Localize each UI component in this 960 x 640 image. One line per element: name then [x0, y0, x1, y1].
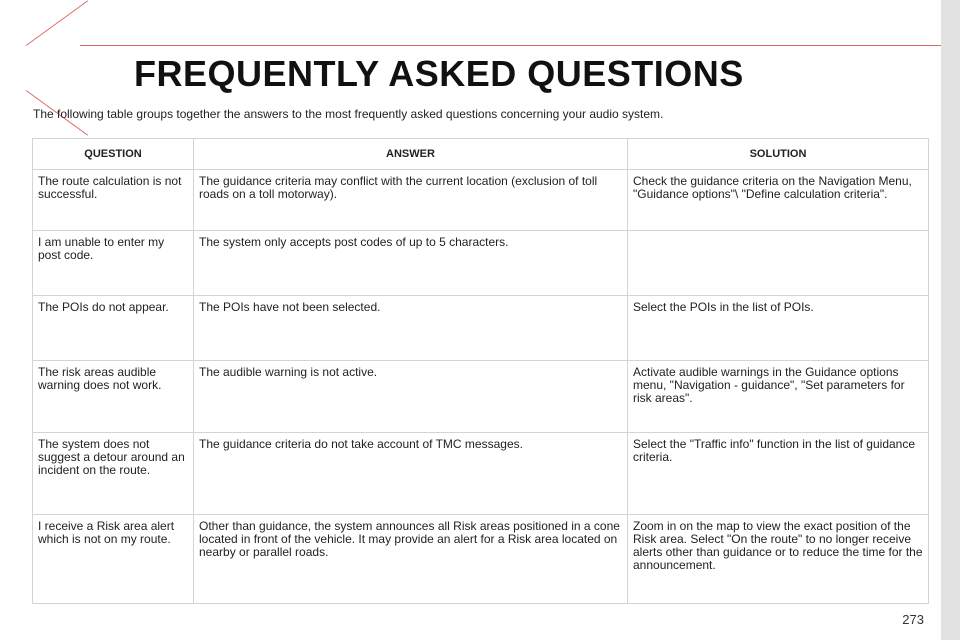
table-header-row [33, 139, 929, 170]
table-row [33, 296, 929, 361]
table-row [33, 515, 929, 604]
column-header-answer: ANSWER [194, 139, 628, 170]
faq-table [32, 138, 929, 604]
answer-cell: The POIs have not been selected. [194, 296, 628, 361]
question-cell: The route calculation is not successful. [33, 170, 194, 231]
header-rule [80, 45, 941, 46]
table-row [33, 433, 929, 515]
solution-cell [628, 231, 929, 296]
solution-cell: Select the "Traffic info" function in the list of guidance criteria. [628, 433, 929, 515]
question-cell: The risk areas audible warning does not work. [33, 361, 194, 433]
answer-cell: The guidance criteria do not take account of TMC messages. [194, 433, 628, 515]
table-row [33, 361, 929, 433]
solution-cell: Activate audible warnings in the Guidance options menu, "Navigation - guidance", "Set parameters for risk areas". [628, 361, 929, 433]
header-chevron-top [26, 0, 88, 45]
column-header-solution: SOLUTION [628, 139, 929, 170]
solution-cell: Zoom in on the map to view the exact position of the Risk area. Select "On the route" to no longer receive alerts other than guidance or to reduce the time for the announcement. [628, 515, 929, 604]
solution-cell: Check the guidance criteria on the Navigation Menu, "Guidance options"\ "Define calculation criteria". [628, 170, 929, 231]
solution-cell: Select the POIs in the list of POIs. [628, 296, 929, 361]
answer-cell: Other than guidance, the system announces all Risk areas positioned in a cone located in front of the vehicle. It may provide an alert for a Risk area located on nearby or parallel roads. [194, 515, 628, 604]
answer-cell: The guidance criteria may conflict with the current location (exclusion of toll roads on a toll motorway). [194, 170, 628, 231]
column-header-question: QUESTION [33, 139, 194, 170]
table-row [33, 170, 929, 231]
table-row [33, 231, 929, 296]
question-cell: The POIs do not appear. [33, 296, 194, 361]
question-cell: The system does not suggest a detour around an incident on the route. [33, 433, 194, 515]
question-cell: I receive a Risk area alert which is not on my route. [33, 515, 194, 604]
question-cell: I am unable to enter my post code. [33, 231, 194, 296]
intro-text: The following table groups together the answers to the most frequently asked questions concerning your audio system. [33, 107, 664, 121]
page-margin-strip [941, 0, 960, 640]
page-number: 273 [902, 612, 924, 627]
page-title: FREQUENTLY ASKED QUESTIONS [134, 53, 744, 94]
answer-cell: The system only accepts post codes of up to 5 characters. [194, 231, 628, 296]
answer-cell: The audible warning is not active. [194, 361, 628, 433]
